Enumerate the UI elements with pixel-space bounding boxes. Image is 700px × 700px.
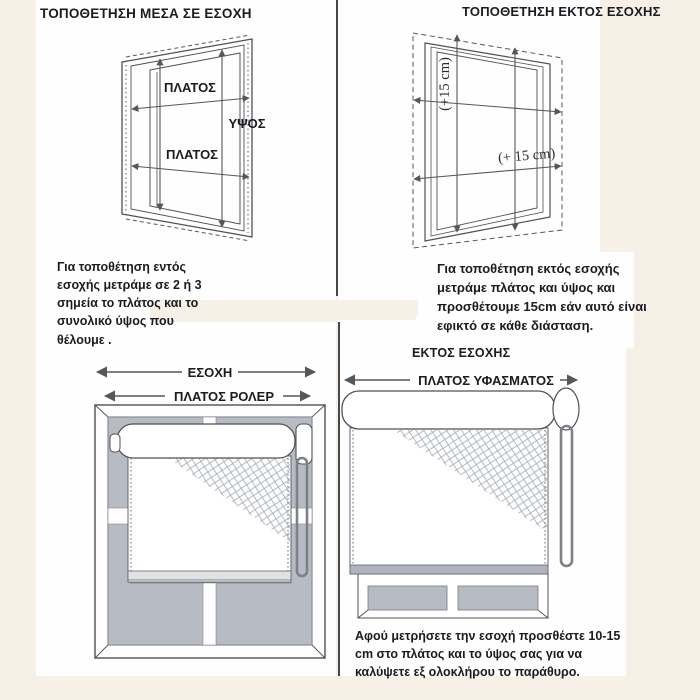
frame-gap-right <box>291 508 312 524</box>
roller-width-label: ΠΛΑΤΟΣ ΡΟΛΕΡ <box>173 389 275 404</box>
fabric-width-arrow <box>345 373 577 388</box>
frame-gap-left <box>108 508 130 524</box>
width-plus-label: (+ 15 cm) <box>497 145 556 167</box>
bevel-tr <box>312 405 325 417</box>
width-plus-arrow-bottom <box>414 166 561 179</box>
sill-panel-left <box>368 586 447 610</box>
pull-chain <box>561 426 572 566</box>
title-outside-recess-bottom: ΕΚΤΟΣ ΕΣΟΧΗΣ <box>412 346 511 360</box>
dashed-top-edge <box>126 35 250 57</box>
outside-recess-bottom-instructions: Αφού μετρήσετε την εσοχή προσθέστε 10-15 cm στο πλάτος και το ύψος σας για να καλύψετε εξ ολοκλήρου το παράθυρο. <box>355 629 621 680</box>
scan-band-2 <box>338 300 416 320</box>
window-inside-recess-drawing <box>85 28 305 258</box>
fabric-width-label: ΠΛΑΤΟΣ ΥΦΑΣΜΑΤΟΣ <box>418 373 554 388</box>
bevel-br <box>312 645 325 658</box>
height-label: ΥΨΟΣ <box>228 116 266 131</box>
inside-recess-instructions: Για τοποθέτηση εντός εσοχής μετράμε σε 2 ή 3 σημεία το πλάτος και το συνολικό ύψος που θέλουμε . <box>57 260 202 347</box>
vertical-divider-top <box>336 0 338 296</box>
recess-inner-edge <box>131 45 244 231</box>
left-bracket <box>110 434 120 452</box>
recess-width-arrow <box>97 365 315 380</box>
width-label-top: ΠΛΑΤΟΣ <box>164 80 216 95</box>
outside-recess-instructions: Για τοποθέτηση εκτός εσοχής μετράμε πλάτος και ύψος και προσθέτουμε 15cm εάν αυτό είναι εφικτό σε κάθε διάσταση. <box>437 261 647 333</box>
roller-width-arrow <box>105 389 310 404</box>
roller-tube <box>342 391 555 429</box>
roller-outside-recess-drawing <box>338 368 630 630</box>
sill-panel-right <box>458 586 538 610</box>
bevel-tl <box>95 405 108 417</box>
window-outside-recess-drawing <box>395 22 630 257</box>
title-outside-recess: ΤΟΠΟΘΕΤΗΣΗ ΕΚΤΟΣ ΕΣΟΧΗΣ <box>462 4 661 19</box>
frame-gap-bottom <box>203 583 216 645</box>
recess-label: ΕΣΟΧΗ <box>187 365 233 380</box>
width-label-bottom: ΠΛΑΤΟΣ <box>166 147 218 162</box>
chain-end-cap <box>553 388 579 430</box>
bevel-bl <box>95 645 108 658</box>
recess-outer-frame <box>122 39 252 237</box>
height-plus-label: (+15 cm) <box>437 57 453 111</box>
fabric-bottom-bar <box>350 565 548 574</box>
roller-tube <box>117 424 295 458</box>
dashed-oversize-outline <box>413 33 562 248</box>
title-inside-recess: ΤΟΠΟΘΕΤΗΣΗ ΜΕΣΑ ΣΕ ΕΣΟΧΗ <box>40 6 252 21</box>
fabric-bottom-bar <box>128 571 291 580</box>
roller-inside-recess-drawing <box>88 358 333 663</box>
window-sash <box>150 53 240 224</box>
